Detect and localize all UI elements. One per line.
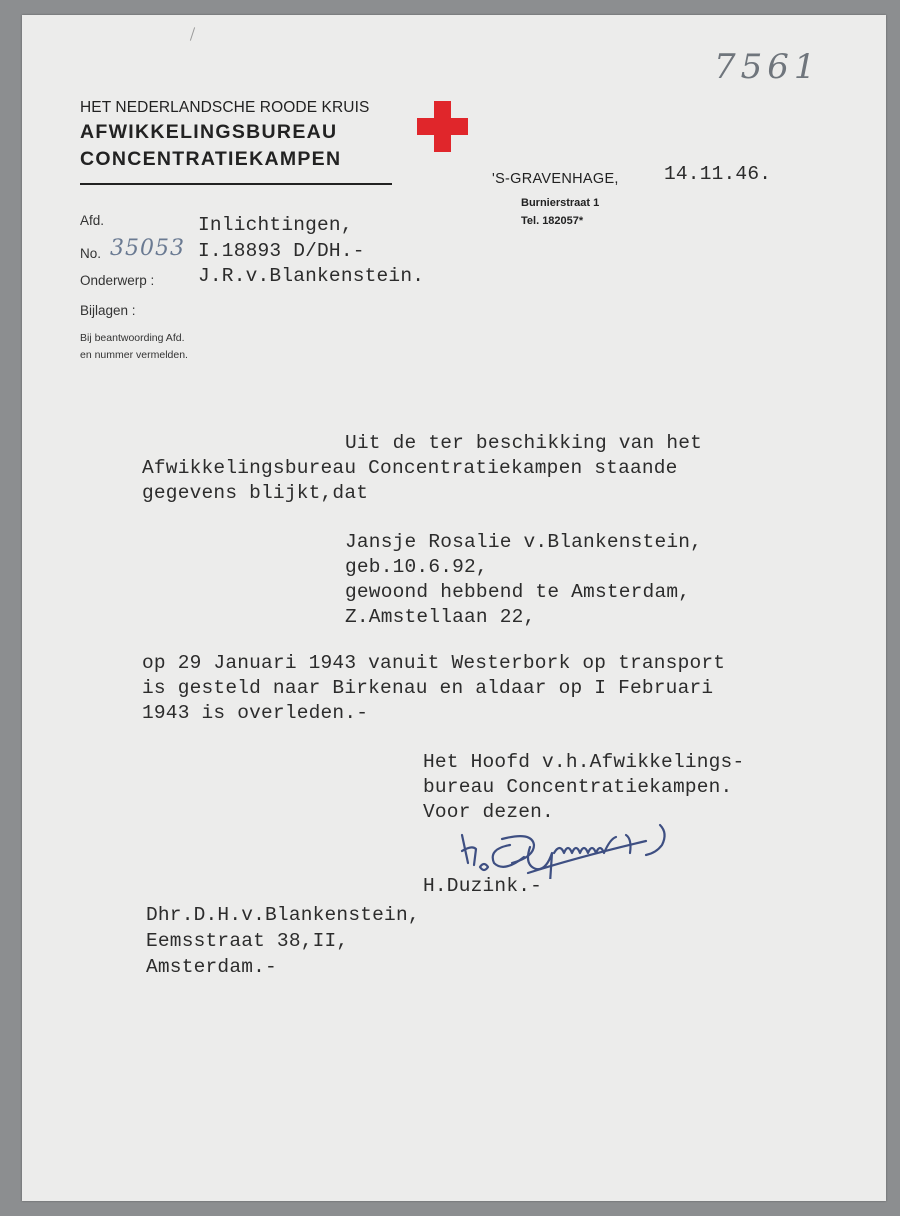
red-cross-icon [417, 101, 468, 152]
bureau-name-line2: CONCENTRATIEKAMPEN [80, 148, 342, 170]
organization-name: HET NEDERLANDSCHE ROODE KRUIS [80, 99, 370, 116]
closing-line: Het Hoofd v.h.Afwikkelings- [423, 751, 745, 773]
signer-name: H.Duzink.- [423, 875, 543, 897]
body-line: op 29 Januari 1943 vanuit Westerbork op transport [142, 652, 726, 674]
person-name: Jansje Rosalie v.Blankenstein, [345, 531, 703, 553]
body-line: gegevens blijkt,dat [142, 482, 369, 504]
afd-label: Afd. [80, 213, 105, 228]
pencil-mark [190, 27, 195, 41]
onderwerp-label: Onderwerp : [80, 273, 155, 288]
closing-line: Voor dezen. [423, 801, 554, 823]
recipient-street: Eemsstraat 38,II, [146, 930, 349, 952]
reply-notice-line1: Bij beantwoording Afd. [80, 332, 185, 344]
letterhead-rule [80, 183, 392, 185]
subject-value: J.R.v.Blankenstein. [198, 265, 425, 287]
bureau-name-line1: AFWIKKELINGSBUREAU [80, 121, 338, 143]
recipient-address [146, 902, 420, 980]
body-statement [142, 651, 725, 726]
recipient-name: Dhr.D.H.v.Blankenstein, [146, 904, 420, 926]
reply-notice-line2: en nummer vermelden. [80, 349, 188, 361]
reply-notice [80, 330, 188, 364]
afd-value: Inlichtingen, [198, 214, 353, 236]
body-line: 1943 is overleden.- [142, 702, 369, 724]
closing-line: bureau Concentratiekampen. [423, 776, 733, 798]
person-residence: gewoond hebbend te Amsterdam, [345, 581, 691, 603]
body-line: Afwikkelingsbureau Concentratiekampen staande [142, 457, 678, 479]
street-address: Burnierstraat 1 [521, 197, 600, 209]
signature [458, 805, 680, 879]
reference-number: I.18893 D/DH.- [198, 240, 365, 262]
body-line: Uit de ter beschikking van het [345, 432, 703, 454]
letter-date: 14.11.46. [664, 163, 772, 185]
bijlagen-label: Bijlagen : [80, 303, 136, 318]
no-label: No. [80, 246, 102, 261]
letter-page [22, 15, 886, 1201]
body-line: is gesteld naar Birkenau en aldaar op I Februari [142, 677, 714, 699]
body-intro [142, 431, 702, 506]
archive-number: 7561 [714, 47, 821, 87]
telephone: Tel. 182057* [521, 215, 584, 227]
handwritten-number: 35053 [110, 236, 185, 261]
person-address: Z.Amstellaan 22, [345, 606, 536, 628]
person-details [345, 530, 702, 630]
place: 'S-GRAVENHAGE, [492, 171, 619, 187]
recipient-city: Amsterdam.- [146, 956, 277, 978]
person-birth: geb.10.6.92, [345, 556, 488, 578]
